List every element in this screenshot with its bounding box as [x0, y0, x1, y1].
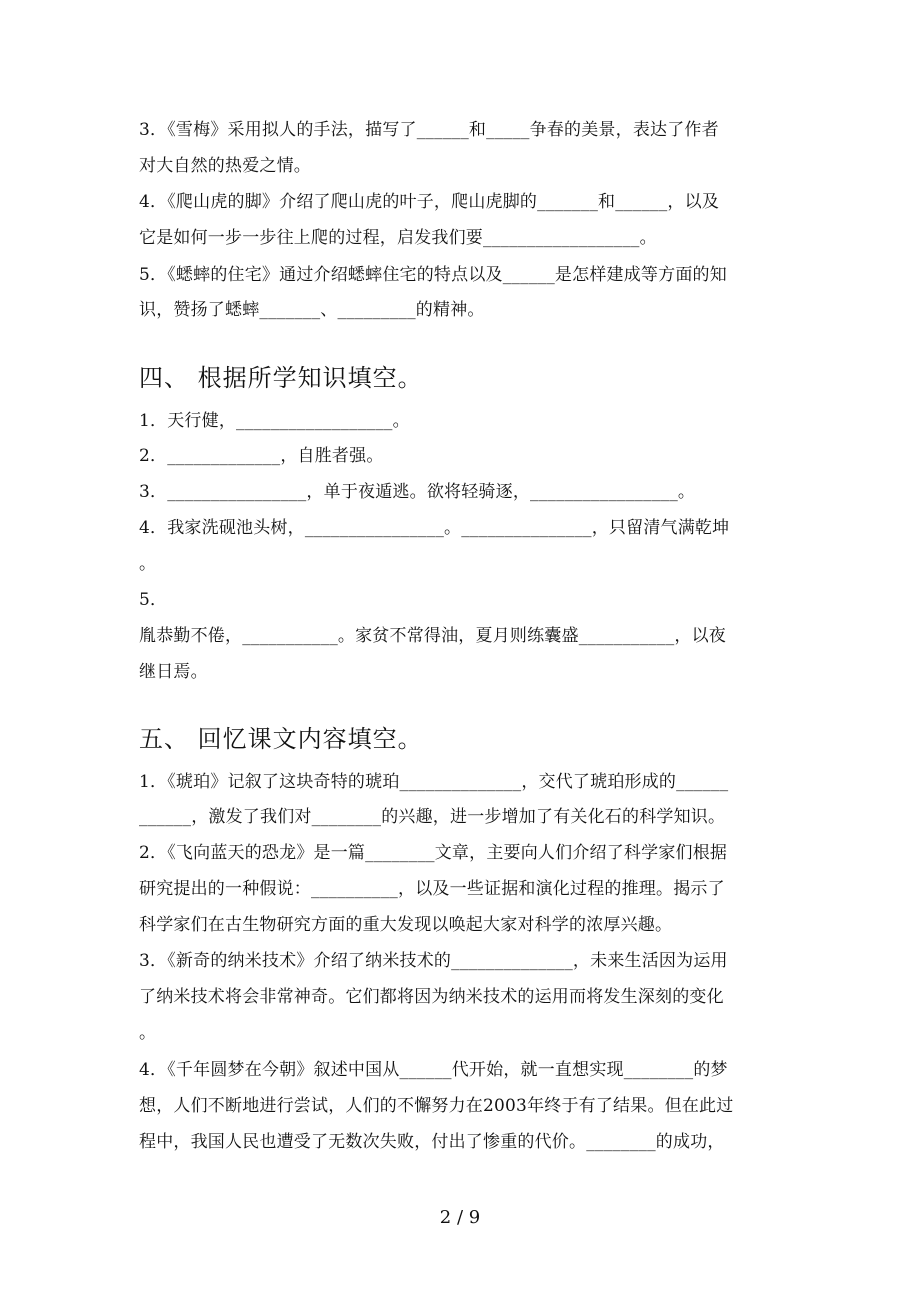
- text-line: 4．《爬山虎的脚》介绍了爬山虎的叶子，爬山虎脚的_______和______，以及: [139, 192, 720, 212]
- section-4-heading: 四、 根据所学知识填空。: [139, 364, 423, 392]
- text-line: 2．_____________，自胜者强。: [139, 446, 384, 466]
- section-5-heading: 五、 回忆课文内容填空。: [139, 725, 423, 753]
- text-line: 程中，我国人民也遭受了无数次失败，付出了惨重的代价。________的成功，: [139, 1132, 725, 1152]
- text-line: 1．天行健，__________________。: [139, 411, 410, 431]
- text-line: 3．《新奇的纳米技术》介绍了纳米技术的______________，未来生活因为运用: [139, 951, 728, 971]
- text-line: 。: [139, 1023, 157, 1043]
- text-line: 3．________________，单于夜遁逃。欲将轻骑逐，_________________。: [139, 482, 696, 502]
- text-line: 它是如何一步一步往上爬的过程，启发我们要__________________。: [139, 228, 657, 248]
- text-line: 对大自然的热爱之情。: [139, 156, 311, 176]
- text-line: 4．我家洗砚池头树，________________。_______________，只留清气满乾坤: [139, 518, 730, 538]
- text-line: 识，赞扬了蟋蟀_______、_________的精神。: [139, 300, 485, 320]
- text-line: ______，激发了我们对________的兴趣，进一步增加了有关化石的科学知识。: [139, 807, 726, 827]
- text-line: 。: [139, 554, 157, 574]
- text-line: 科学家们在古生物研究方面的重大发现以唤起大家对科学的浓厚兴趣。: [139, 915, 673, 935]
- page-number: 2 / 9: [439, 1207, 481, 1228]
- text-line: 2．《飞向蓝天的恐龙》是一篇________文章，主要向人们介绍了科学家们根据: [139, 843, 728, 863]
- text-line: 4．《千年圆梦在今朝》叙述中国从______代开始，就一直想实现________的梦: [139, 1060, 728, 1080]
- text-line: 研究提出的一种假说：__________，以及一些证据和演化过程的推理。揭示了: [139, 879, 725, 899]
- text-line: 5．《蟋蟀的住宅》通过介绍蟋蟀住宅的特点以及______是怎样建成等方面的知: [139, 265, 727, 285]
- text-line: 胤恭勤不倦，___________。家贫不常得油，夏月则练囊盛___________，以夜: [139, 626, 726, 646]
- text-line: 继日焉。: [139, 662, 208, 682]
- text-line: 想，人们不断地进行尝试，人们的不懈努力在2003年终于有了结果。但在此过: [139, 1096, 734, 1116]
- text-line: 了纳米技术将会非常神奇。它们都将因为纳米技术的运用而将发生深刻的变化: [139, 987, 724, 1007]
- text-line: 1．《琥珀》记叙了这块奇特的琥珀______________，交代了琥珀形成的______: [139, 772, 729, 792]
- text-line: 5．: [139, 590, 168, 610]
- text-line: 3．《雪梅》采用拟人的手法，描写了______和_____争春的美景，表达了作者: [139, 120, 719, 140]
